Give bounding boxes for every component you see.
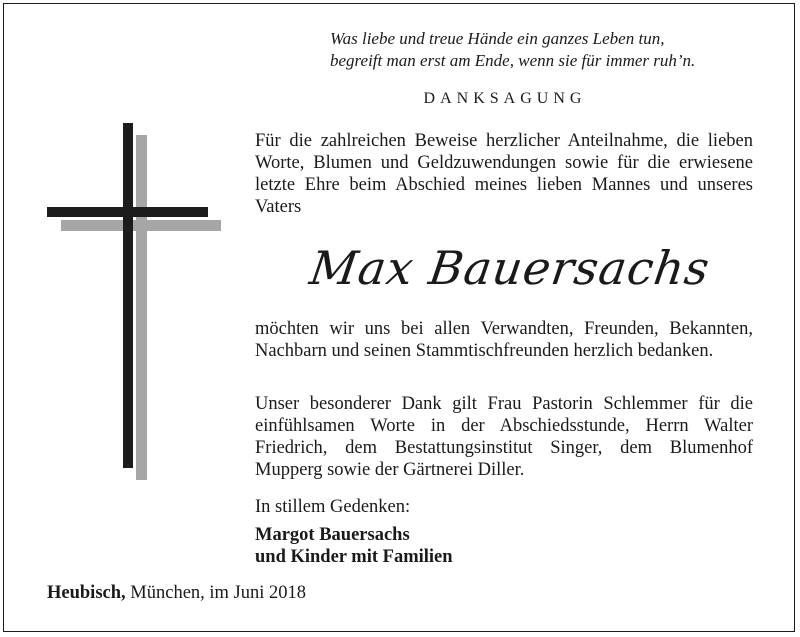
closing-line: In stillem Gedenken: xyxy=(255,497,411,517)
quote-line-1: Was liebe und treue Hände ein ganzes Leben tun, xyxy=(330,29,665,48)
place-town: Heubisch, xyxy=(47,583,126,603)
epigraph-quote xyxy=(330,28,770,72)
cross-gray-horizontal-bar xyxy=(61,220,221,231)
heading-danksagung: DANKSAGUNG xyxy=(423,90,587,107)
cross-dark-horizontal-bar xyxy=(47,207,208,217)
intro-paragraph: Für die zahlreichen Beweise herzlicher Anteilnahme, die lieben Worte, Blumen und Geldzuwendungen sowie für die erwiesene letzte Ehre beim Abschied meines lieben Mannes und unseres Vaters xyxy=(255,131,753,217)
cross-gray-vertical-bar xyxy=(136,135,147,480)
deceased-name: Max Bauersachs xyxy=(306,241,714,295)
signer-line-1: Margot Bauersachs xyxy=(255,525,410,545)
special-thanks-paragraph: Unser besonderer Dank gilt Frau Pastorin Schlemmer für die einfühlsamen Worte in der Abschiedsstunde, Herrn Walter Friedrich, dem Bestattungsinstitut Singer, dem Blumenhof Mupperg sowie der Gärtnerei Diller. xyxy=(255,394,753,480)
quote-line-2: begreift man erst am Ende, wenn sie für immer ruh’n. xyxy=(330,51,696,70)
signers xyxy=(255,524,453,568)
place-date: München, im Juni 2018 xyxy=(125,583,307,603)
cross-dark-vertical-bar xyxy=(123,123,133,468)
signer-line-2: und Kinder mit Familien xyxy=(255,547,453,567)
place-date-line xyxy=(47,582,306,604)
thanks-paragraph: möchten wir uns bei allen Verwandten, Freunden, Bekannten, Nachbarn und seinen Stammtischfreunden herzlich bedanken. xyxy=(255,319,753,361)
